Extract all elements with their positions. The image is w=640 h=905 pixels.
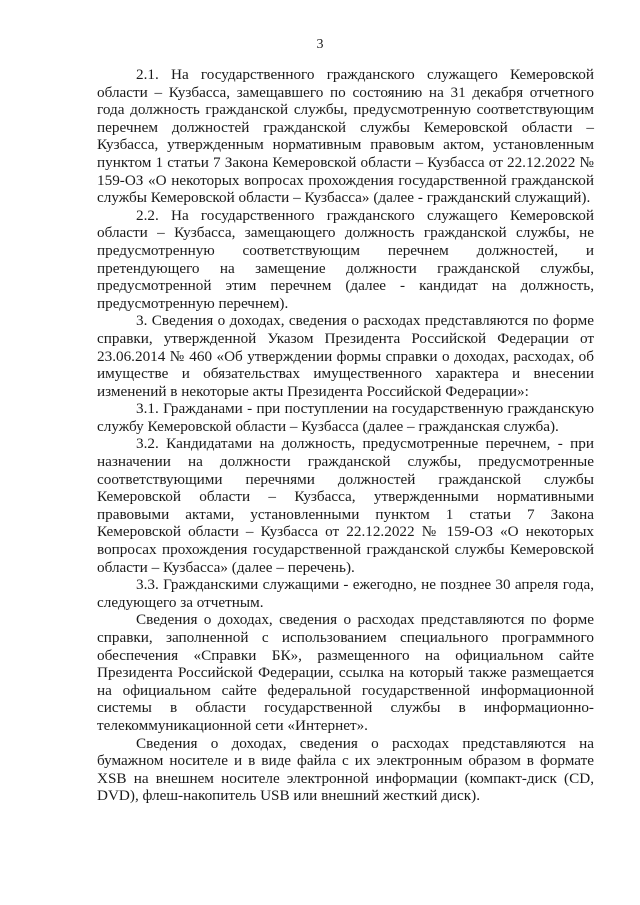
paragraph-3-1: 3.1. Гражданами - при поступлении на государственную гражданскую службу Кемеровской области – Кузбасса (далее – гражданская служба). — [97, 400, 594, 435]
paragraph-3-3: 3.3. Гражданскими служащими - ежегодно, не позднее 30 апреля года, следующего за отчетным. — [97, 576, 594, 611]
page-number: 3 — [316, 37, 324, 52]
paragraph-forms-software: Сведения о доходах, сведения о расходах представляются по форме справки, заполненной с использованием специального программного обеспечения «Справки БК», размещенного на официальном сайте Президента Российской Федерации, ссылка на который также размещается на официальном сайте федеральной государственной информационной системы в области государственной службы в информационно-телекоммуникационной сети «Интернет». — [97, 611, 594, 734]
paragraph-2-1: 2.1. На государственного гражданского служащего Кемеровской области – Кузбасса, замещавшего по состоянию на 31 декабря отчетного года должность гражданской службы, предусмотренную соответствующим перечнем должностей гражданской службы Кемеровской области – Кузбасса, утвержденным нормативным правовым актом, установленным пунктом 1 статьи 7 Закона Кемеровской области – Кузбасса от 22.12.2022 № 159-ОЗ «О некоторых вопросах прохождения государственной гражданской службы Кемеровской области – Кузбасса» (далее - гражданский служащий). — [97, 66, 594, 207]
document-body — [97, 66, 594, 805]
paragraph-2-2: 2.2. На государственного гражданского служащего Кемеровской области – Кузбасса, замещающего должность гражданской службы, не предусмотренную соответствующим перечнем должностей, и претендующего на замещение должности гражданской службы, предусмотренной этим перечнем (далее - кандидат на должность, предусмотренную перечнем). — [97, 206, 594, 312]
paragraph-3-2: 3.2. Кандидатами на должность, предусмотренные перечнем, - при назначении на должности гражданской службы, предусмотренные соответствующими перечнями должностей гражданской службы Кемеровской области – Кузбасса, утвержденными нормативными правовыми актами, установленными пунктом 1 статьи 7 Закона Кемеровской области – Кузбасса от 22.12.2022 № 159-ОЗ «О некоторых вопросах прохождения государственной гражданской службы Кемеровской области – Кузбасса» (далее – перечень). — [97, 435, 594, 576]
paragraph-3: 3. Сведения о доходах, сведения о расходах представляются по форме справки, утвержденной Указом Президента Российской Федерации от 23.06.2014 № 460 «Об утверждении формы справки о доходах, расходах, об имуществе и обязательствах имущественного характера и внесении изменений в некоторые акты Президента Российской Федерации»: — [97, 312, 594, 400]
paragraph-forms-media: Сведения о доходах, сведения о расходах представляются на бумажном носителе и в виде файла с их электронным образом в формате XSB на внешнем носителе электронной информации (компакт-диск (CD, DVD), флеш-накопитель USB или внешний жесткий диск). — [97, 734, 594, 805]
